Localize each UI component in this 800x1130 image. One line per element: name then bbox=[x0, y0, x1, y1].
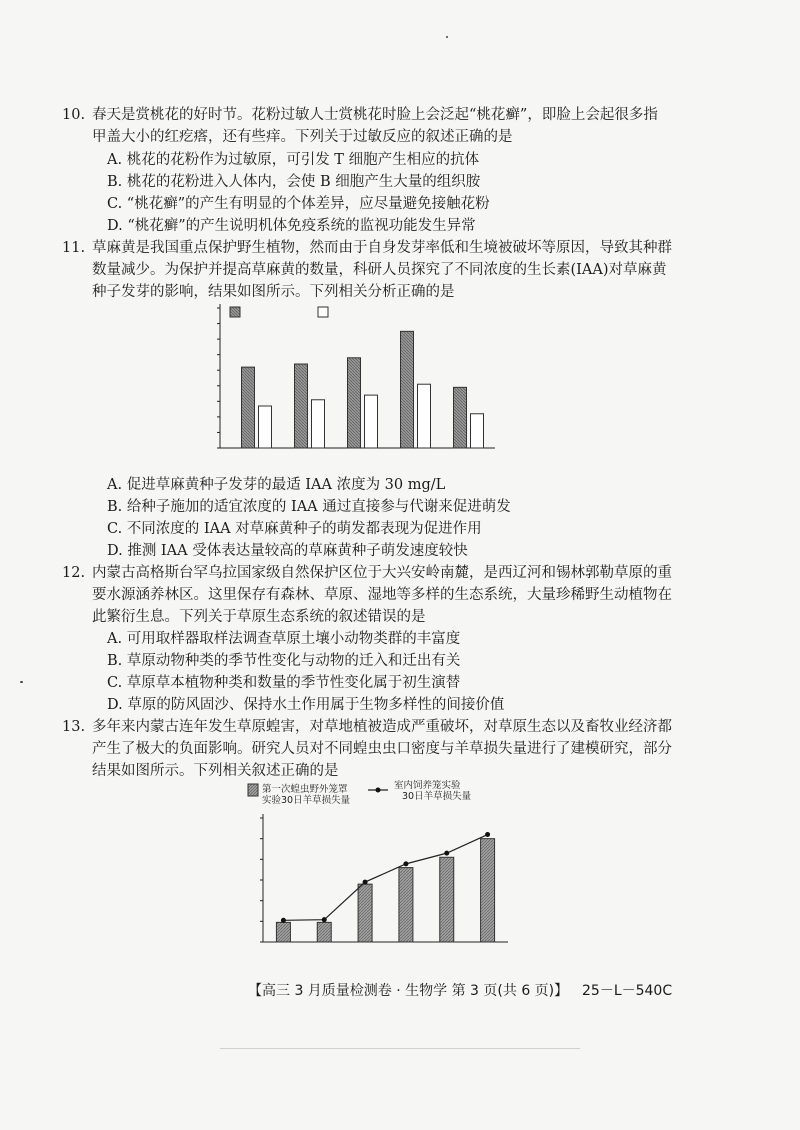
question-13 bbox=[62, 716, 672, 782]
question-stem: 内蒙古高格斯台罕乌拉国家级自然保护区位于大兴安岭南麓，是西辽河和锡林郭勒草原的重要水源涵养林区。这里保存有森林、草原、湿地等多样的生态系统，大量珍稀野生动植物在此繁衍生息。下列关于草原生态系统的叙述错误的是 bbox=[92, 565, 672, 625]
scan-line bbox=[220, 1048, 580, 1049]
question-number: 13. bbox=[62, 719, 86, 735]
bar-germination-index bbox=[259, 406, 272, 448]
legend-point-symbol bbox=[376, 788, 381, 793]
legend-swatch-field bbox=[248, 784, 258, 796]
line-point bbox=[444, 851, 449, 856]
option-c: C. 草原草本植物种类和数量的季节性变化属于初生演替 bbox=[107, 675, 461, 691]
question-12 bbox=[62, 562, 672, 628]
question-number: 10. bbox=[62, 107, 86, 123]
line-indoor-loss bbox=[283, 835, 487, 921]
bar-germination-index bbox=[418, 384, 431, 448]
bar-field-loss bbox=[440, 857, 454, 942]
locust-loss-chart bbox=[208, 780, 548, 970]
option-d: D. 推测 IAA 受体表达量较高的草麻黄种子萌发速度较快 bbox=[107, 543, 468, 559]
line-point bbox=[485, 832, 490, 837]
question-10 bbox=[62, 104, 672, 148]
option-b: B. 给种子施加的适宜浓度的 IAA 通过直接参与代谢来促进萌发 bbox=[107, 499, 511, 515]
option-a: A. 促进草麻黄种子发芽的最适 IAA 浓度为 30 mg/L bbox=[107, 477, 446, 493]
option-b: B. 桃花的花粉进入人体内，会使 B 细胞产生大量的组织胺 bbox=[107, 174, 481, 190]
legend-line: 30日羊草损失量 bbox=[402, 791, 472, 802]
legend-line: 第一次蝗虫野外笼罩 bbox=[262, 784, 348, 795]
bar-germination-rate bbox=[454, 387, 467, 448]
line-point bbox=[281, 918, 286, 923]
legend-swatch-rate bbox=[230, 307, 240, 317]
question-stem: 草麻黄是我国重点保护野生植物，然而由于自身发芽率低和生境被破坏等原因，导致其种群数量减少。为保护并提高草麻黄的数量，科研人员探究了不同浓度的生长素(IAA)对草麻黄种子发芽的影响，结果如图所示。下列相关分析正确的是 bbox=[92, 240, 672, 300]
legend-line: 实验30日羊草损失量 bbox=[262, 795, 351, 806]
paper-code: 25－L－540C bbox=[582, 983, 673, 999]
bar-germination-rate bbox=[242, 367, 255, 448]
bar-field-loss bbox=[317, 922, 331, 942]
bar-germination-rate bbox=[401, 331, 414, 448]
bar-germination-index bbox=[365, 395, 378, 448]
bar-field-loss bbox=[399, 868, 413, 942]
germination-chart bbox=[190, 298, 570, 470]
bar-field-loss bbox=[358, 884, 372, 942]
option-a: A. 桃花的花粉作为过敏原，可引发 T 细胞产生相应的抗体 bbox=[107, 152, 480, 168]
question-stem: 多年来内蒙古连年发生草原蝗害，对草地植被造成严重破坏，对草原生态以及畜牧业经济都产生了极大的负面影响。研究人员对不同蝗虫虫口密度与羊草损失量进行了建模研究，部分结果如图所示。下列相关叙述正确的是 bbox=[92, 719, 672, 779]
option-b: B. 草原动物种类的季节性变化与动物的迁入和迁出有关 bbox=[107, 653, 461, 669]
legend-line: 室内饲养笼实验 bbox=[394, 780, 461, 791]
legend-label-indoor bbox=[394, 780, 472, 802]
scan-speck bbox=[20, 681, 23, 683]
bar-field-loss bbox=[481, 839, 495, 942]
option-d: D. “桃花癣”的产生说明机体免疫系统的监视功能发生异常 bbox=[107, 218, 476, 234]
scan-speck bbox=[446, 36, 448, 38]
line-point bbox=[403, 861, 408, 866]
bar-germination-rate bbox=[348, 358, 361, 448]
bar-field-loss bbox=[276, 922, 290, 942]
bar-germination-index bbox=[312, 400, 325, 448]
legend-swatch-index bbox=[318, 307, 328, 317]
bar-germination-index bbox=[471, 414, 484, 448]
question-number: 12. bbox=[62, 565, 86, 581]
question-number: 11. bbox=[62, 240, 86, 256]
option-c: C. “桃花癣”的产生有明显的个体差异，应尽量避免接触花粉 bbox=[107, 196, 490, 212]
line-point bbox=[322, 917, 327, 922]
question-11 bbox=[62, 237, 672, 303]
option-d: D. 草原的防风固沙、保持水土作用属于生物多样性的间接价值 bbox=[107, 697, 505, 713]
page-footer: 【高三 3 月质量检测卷 · 生物学 第 3 页(共 6 页)】 bbox=[248, 983, 569, 999]
question-stem: 春天是赏桃花的好时节。花粉过敏人士赏桃花时脸上会泛起“桃花癣”，即脸上会起很多指甲盖大小的红疙瘩，还有些痒。下列关于过敏反应的叙述正确的是 bbox=[92, 107, 658, 145]
line-point bbox=[363, 880, 368, 885]
option-c: C. 不同浓度的 IAA 对草麻黄种子的萌发都表现为促进作用 bbox=[107, 521, 482, 537]
option-a: A. 可用取样器取样法调查草原土壤小动物类群的丰富度 bbox=[107, 631, 461, 647]
bar-germination-rate bbox=[295, 364, 308, 448]
legend-label-field bbox=[262, 783, 351, 806]
